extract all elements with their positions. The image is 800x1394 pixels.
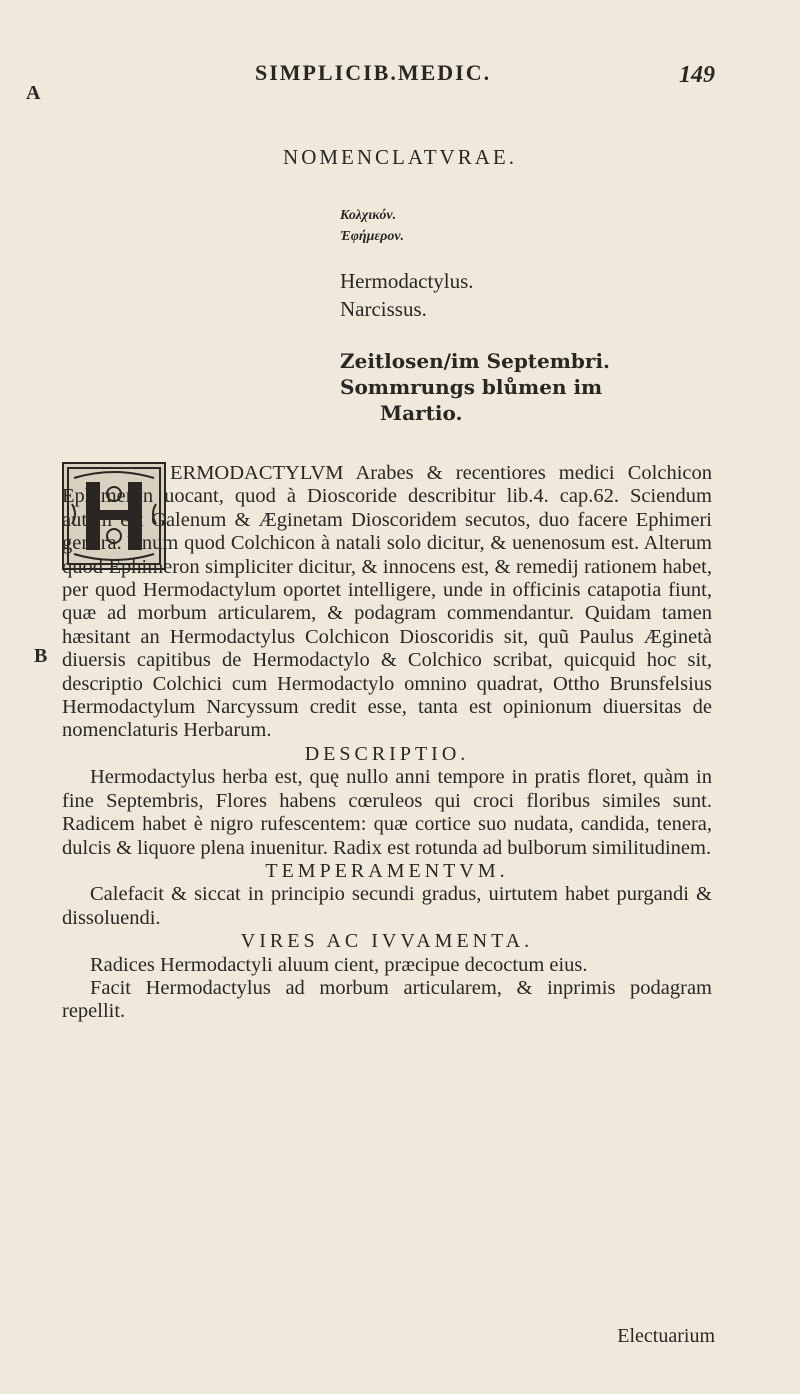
body-text xyxy=(62,462,712,1024)
catchword: Electuarium xyxy=(617,1325,715,1347)
margin-letter-b: B xyxy=(34,645,48,667)
nomenclature-block xyxy=(340,205,610,426)
german-name: Zeitlosen/im Septembri. xyxy=(340,349,611,373)
vires-paragraph: Radices Hermodactyli aluum cient, præcipue decoctum eius. xyxy=(90,953,588,976)
section-heading-vires: VIRES AC IVVAMENTA. xyxy=(240,930,534,953)
greek-name: Ἐφήμερον. xyxy=(340,229,405,244)
folio-number: 149 xyxy=(679,62,715,88)
section-heading-temperamentum: TEMPERAMENTVM. xyxy=(265,859,509,882)
latin-name: Hermodactylus. xyxy=(340,269,474,293)
german-name: Sommrungs blůmen im xyxy=(340,375,603,399)
german-name: Martio. xyxy=(380,401,463,425)
intro-paragraph: ERMODACTYLVM Arabes & recentiores medici Colchicon Ephimeron uocant, quod à Dioscoride describitur lib.4. cap.62. Sciendum autem est Galenum & Æginetam Dioscoridem secutos, duo facere Ephimeri genera. Vnum quod Colchicon à natali solo dicitur, & uenenosum est. Alterum quod Ephimeron simpliciter dicitur, & innocens est, & remedij rationem habet, per quod Hermodactylum oportet intelligere, unde in officinis catapotia fiunt, quæ ad morbum articularem, & podagram commendantur. Quidam tamen hæsitant an Hermodactylus Colchicon Dioscoridis sit, quũ Paulus Æginetà diuersis capitibus de Hermodactylo & Colchico scribat, quicquid hoc sit, descriptio Colchici cum Hermodactylo omnino quadrat, Ottho Brunsfelsius Hermodactylum Narcyssum credit esse, tanta est opinionum diuersitas de nomenclaturis Herbarum. xyxy=(62,462,712,742)
running-head: SIMPLICIB.MEDIC. xyxy=(255,60,492,85)
temperamentum-paragraph: Calefacit & siccat in principio secundi gradus, uirtutem habet purgandi & dissoluendi. xyxy=(62,883,712,929)
margin-letter-a: A xyxy=(26,82,41,104)
greek-name: Κολχικόν. xyxy=(340,208,397,223)
section-heading-descriptio: DESCRIPTIO. xyxy=(304,742,470,765)
nomenclature-heading: NOMENCLATVRAE. xyxy=(283,145,517,169)
latin-name: Narcissus. xyxy=(340,297,427,321)
vires-paragraph: Facit Hermodactylus ad morbum articularem, & inprimis podagram repellit. xyxy=(62,976,712,1023)
descriptio-paragraph: Hermodactylus herba est, quę nullo anni tempore in pratis floret, quàm in fine Septembris, Flores habens cœruleos qui croci floribus similes sunt. Radicem habet è nigro rufescentem: quæ cortice suo nudata, candida, tenera, dulcis & liquore plena inuenitur. Radix est rotunda ad bulborum similitudinem. xyxy=(62,766,712,859)
